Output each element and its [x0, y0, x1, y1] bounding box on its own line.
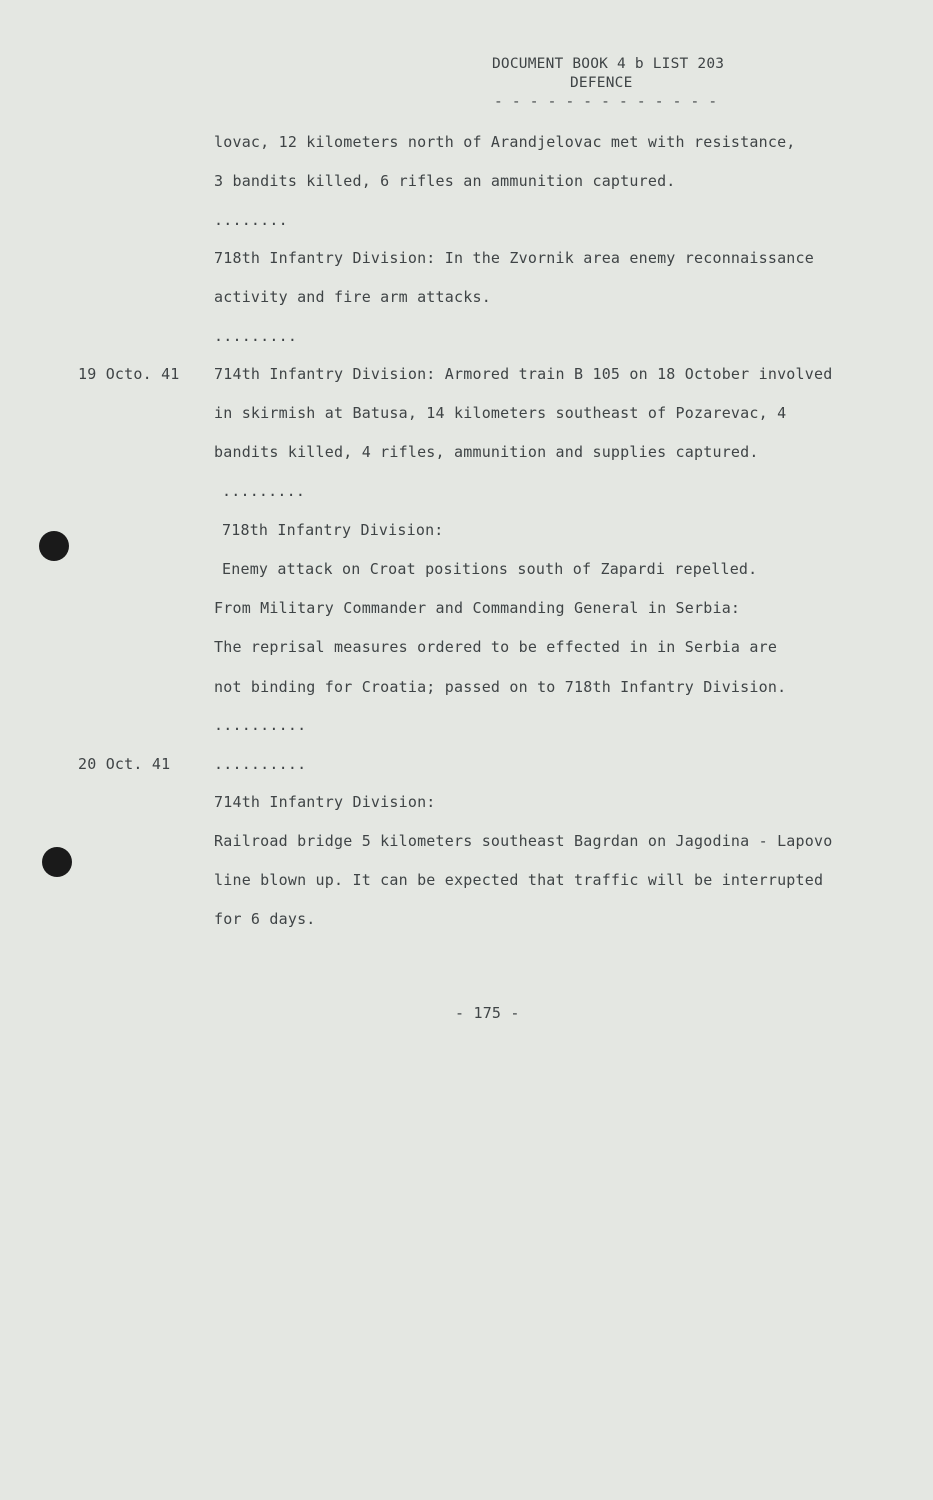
text-line: Railroad bridge 5 kilometers southeast Bagrdan on Jagodina - Lapovo [214, 832, 833, 850]
dot-separator: .......... [214, 716, 307, 734]
text-line: 714th Infantry Division: [214, 793, 436, 811]
text-line: 718th Infantry Division: [222, 521, 444, 539]
punch-hole [39, 531, 69, 561]
dot-separator: .......... [214, 755, 307, 773]
text-line: activity and fire arm attacks. [214, 288, 491, 306]
header-rule: - - - - - - - - - - - - - [494, 94, 718, 110]
text-line: for 6 days. [214, 910, 316, 928]
text-line: 714th Infantry Division: Armored train B 105 on 18 October involved [214, 365, 833, 383]
header-document-book: DOCUMENT BOOK 4 b LIST 203 [492, 56, 725, 72]
text-line: in skirmish at Batusa, 14 kilometers southeast of Pozarevac, 4 [214, 404, 787, 422]
dot-separator: ........ [214, 211, 288, 229]
text-line: bandits killed, 4 rifles, ammunition and supplies captured. [214, 443, 759, 461]
entry-date: 19 Octo. 41 [78, 365, 180, 383]
text-line: line blown up. It can be expected that traffic will be interrupted [214, 871, 824, 889]
entry-date: 20 Oct. 41 [78, 755, 171, 773]
dot-separator: ......... [222, 482, 306, 500]
text-line: not binding for Croatia; passed on to 718th Infantry Division. [214, 678, 787, 696]
text-line: From Military Commander and Commanding General in Serbia: [214, 599, 741, 617]
dot-separator: ......... [214, 327, 298, 345]
text-line: The reprisal measures ordered to be effected in in Serbia are [214, 638, 778, 656]
text-line: Enemy attack on Croat positions south of Zapardi repelled. [222, 560, 758, 578]
text-line: 718th Infantry Division: In the Zvornik area enemy reconnaissance [214, 249, 814, 267]
header-defence: DEFENCE [570, 75, 633, 91]
punch-hole [42, 847, 72, 877]
page-number: - 175 - [455, 1004, 520, 1022]
text-line: lovac, 12 kilometers north of Arandjelovac met with resistance, [214, 133, 796, 151]
text-line: 3 bandits killed, 6 rifles an ammunition captured. [214, 172, 676, 190]
